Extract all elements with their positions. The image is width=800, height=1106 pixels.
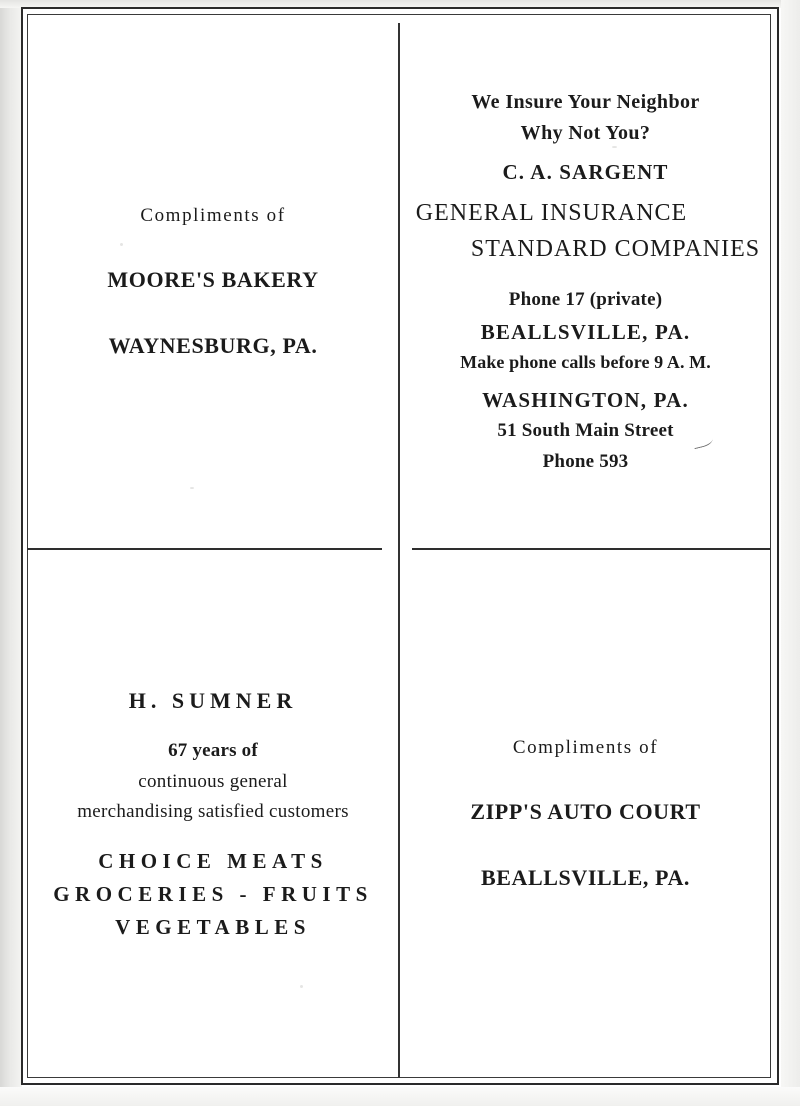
moores-location: WAYNESBURG, PA. xyxy=(108,333,318,359)
ad-zipps-auto-court xyxy=(400,550,771,1078)
sargent-slogan-line-2: Why Not You? xyxy=(520,122,651,145)
sumner-product-line-3: VEGETABLES xyxy=(115,914,311,939)
scan-edge-left xyxy=(0,0,22,1106)
scan-edge-bottom xyxy=(0,1087,800,1106)
sargent-slogan-line-1: We Insure Your Neighbor xyxy=(471,90,700,113)
sargent-service-line-1: GENERAL INSURANCE xyxy=(415,199,688,226)
sargent-phone-secondary: Phone 593 xyxy=(542,450,629,472)
sargent-business-name: C. A. SARGENT xyxy=(502,159,669,184)
sargent-city-secondary: WASHINGTON, PA. xyxy=(482,387,689,412)
sumner-product-line-1: CHOICE MEATS xyxy=(98,849,328,874)
sargent-call-time-note: Make phone calls before 9 A. M. xyxy=(460,352,711,373)
moores-compliments-text: Compliments of xyxy=(140,204,286,226)
zipps-business-name: ZIPP'S AUTO COURT xyxy=(470,799,701,825)
sargent-service-line-2: STANDARD COMPANIES xyxy=(470,235,761,262)
sumner-tagline-line-1: continuous general xyxy=(138,770,288,792)
sumner-business-name: H. SUMNER xyxy=(128,688,298,714)
zipps-location: BEALLSVILLE, PA. xyxy=(480,865,691,891)
sumner-product-line-2: GROCERIES - FRUITS xyxy=(53,882,373,907)
sargent-city-primary: BEALLSVILLE, PA. xyxy=(480,319,691,344)
zipps-compliments-text: Compliments of xyxy=(512,736,659,758)
sargent-phone-primary: Phone 17 (private) xyxy=(508,289,663,311)
sargent-street-secondary: 51 South Main Street xyxy=(497,420,674,442)
ad-h-sumner xyxy=(28,550,398,1078)
ad-c-a-sargent xyxy=(400,16,771,548)
scan-edge-right xyxy=(781,0,800,1106)
moores-business-name: MOORE'S BAKERY xyxy=(107,267,319,293)
sumner-tagline-line-2: merchandising satisfied customers xyxy=(77,801,349,823)
ad-moores-bakery xyxy=(28,16,398,548)
sumner-years-text: 67 years of xyxy=(168,740,258,762)
